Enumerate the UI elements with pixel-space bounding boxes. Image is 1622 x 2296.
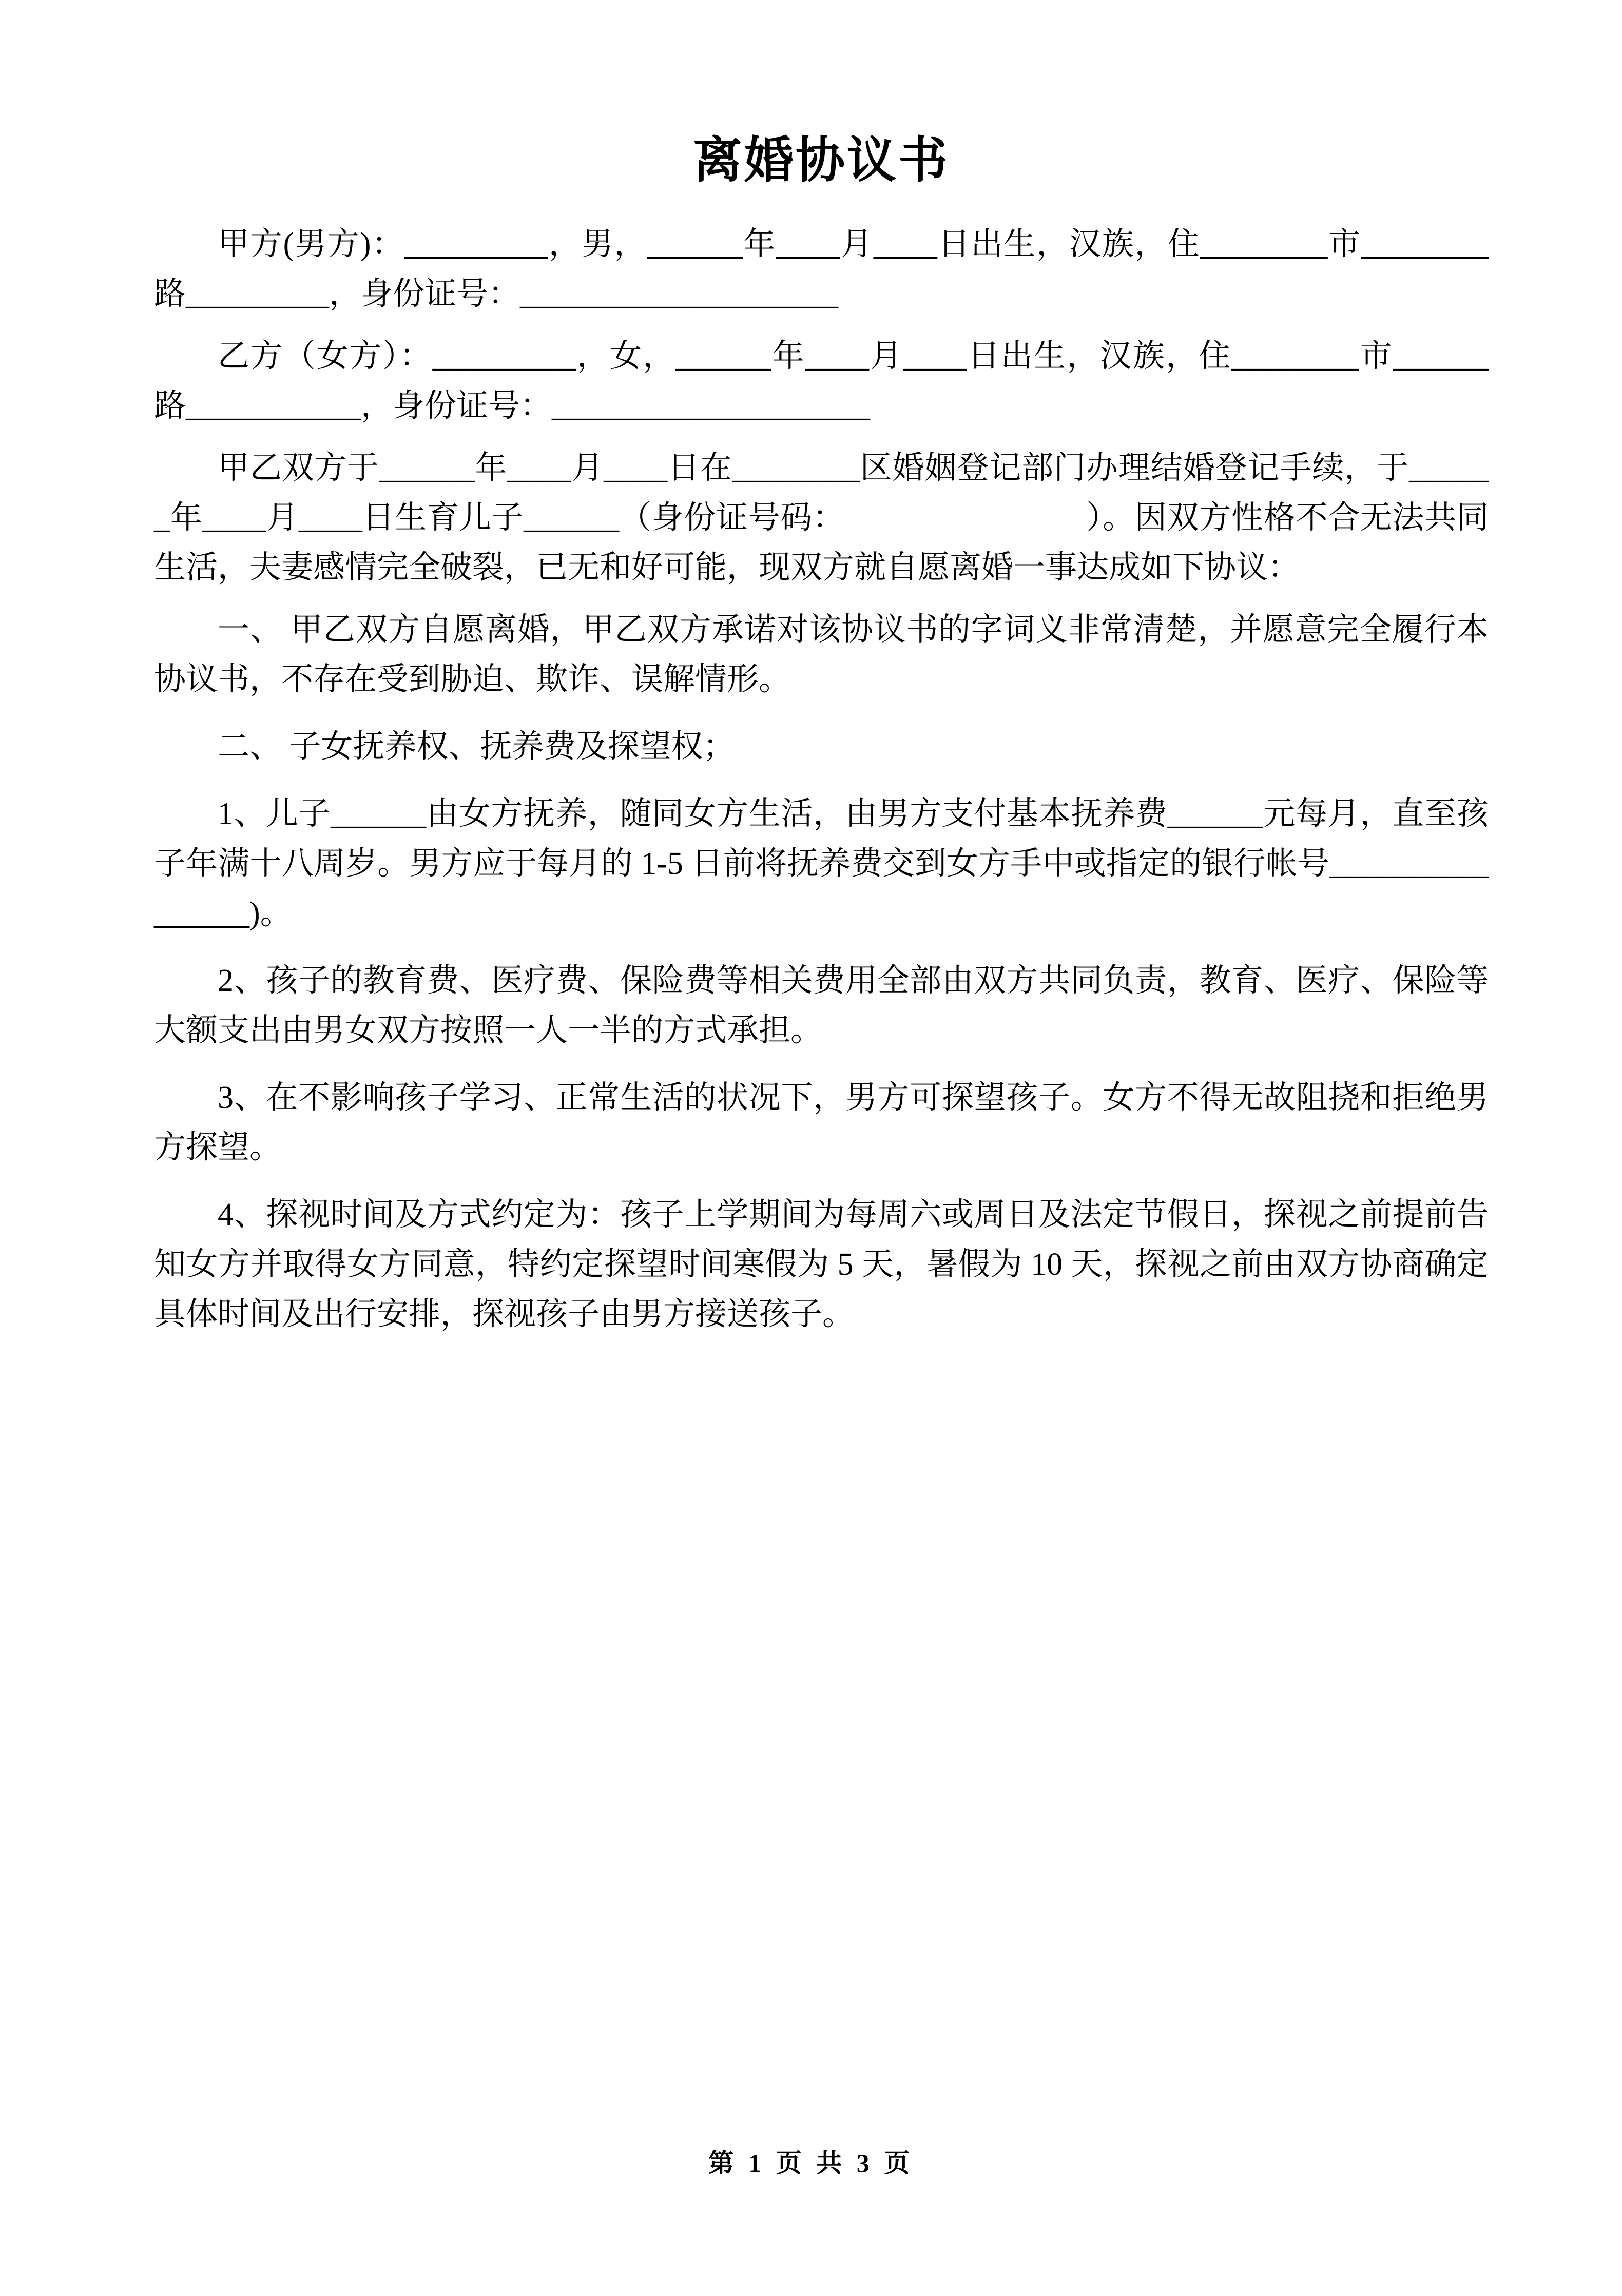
- clause-two-item-1: 1、儿子______由女方抚养，随同女方生活，由男方支付基本抚养费______元每月，直至孩子年满十八周岁。男方应于每月的 1-5 日前将抚养费交到女方手中或指定的银行帐号________________)。: [154, 796, 1489, 931]
- clause-two-heading: 二、 子女抚养权、抚养费及探望权；: [218, 729, 735, 765]
- clause-one-paragraph: 一、 甲乙双方自愿离婚，甲乙双方承诺对该协议书的字词义非常清楚，并愿意完全履行本协议书，不存在受到胁迫、欺诈、误解情形。: [154, 612, 1489, 697]
- clause-two-item-3: 3、在不影响孩子学习、正常生活的状况下，男方可探望孩子。女方不得无故阻挠和拒绝男方探望。: [154, 1080, 1489, 1165]
- party-b-line: 乙方（女方）：_________，女，______年____月____日出生，汉族，住________市______路___________，身份证号：____________________: [154, 339, 1489, 424]
- marriage-registration-paragraph: [154, 443, 1489, 593]
- page-title: 离婚协议书: [693, 133, 950, 188]
- document-content: [154, 0, 1489, 1357]
- clause-two-item-4: 4、探视时间及方式约定为：孩子上学期间为每周六或周日及法定节假日，探视之前提前告知女方并取得女方同意，特约定探望时间寒假为 5 天，暑假为 10 天，探视之前由双方协商确定具体时间及出行安排，探视孩子由男方接送孩子。: [154, 1197, 1489, 1332]
- document-body: [154, 220, 1489, 1339]
- marriage-registration-suffix: ）。因双方性格不合无法共同生活，夫妻感情完全破裂，已无和好可能，现双方就自愿离婚一事达成如下协议：: [154, 500, 1489, 586]
- clause-two-item-2: 2、孩子的教育费、医疗费、保险费等相关费用全部由双方共同负责，教育、医疗、保险等大额支出由男女双方按照一人一半的方式承担。: [154, 963, 1489, 1048]
- party-a-line: 甲方(男方)：_________，男，______年____月____日出生，汉族，住________市________路_________，身份证号：____________________: [154, 227, 1489, 312]
- page-footer: 第 1 页 共 3 页: [708, 2149, 914, 2177]
- marriage-registration-prefix: 甲乙双方于______年____月____日在________区婚姻登记部门办理结婚登记手续，于______年____月____日生育儿子______（身份证号码：: [154, 451, 1489, 536]
